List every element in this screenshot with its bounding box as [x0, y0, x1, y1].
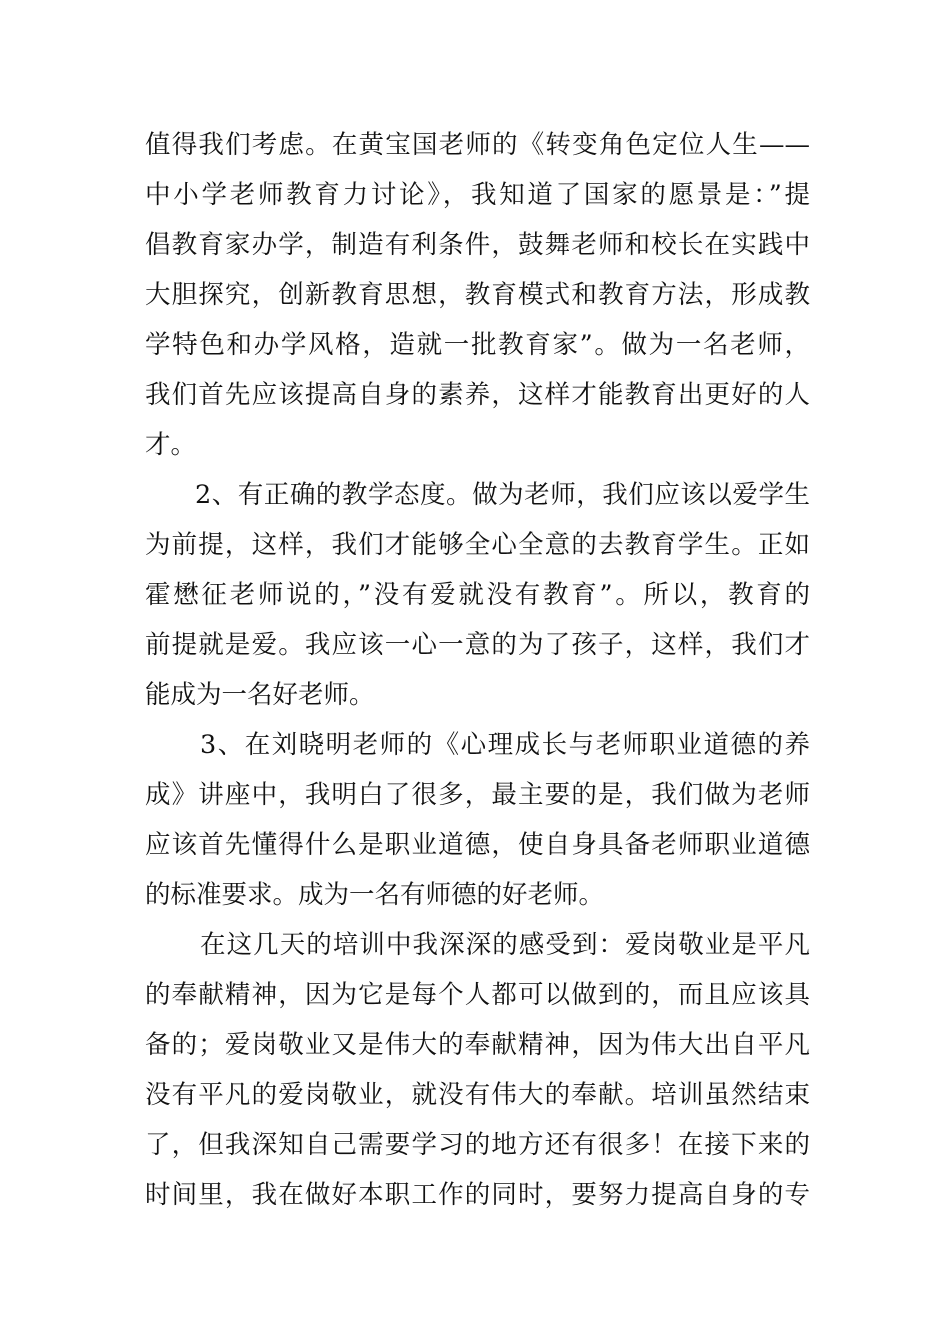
text-line: 前提就是爱。我应该一心一意的为了孩子，这样，我们才	[145, 630, 810, 660]
document-body	[145, 120, 810, 1220]
text-line: 2、有正确的教学态度。做为老师，我们应该以爱学生	[195, 480, 810, 510]
paragraph-1	[145, 120, 810, 470]
paragraph-3	[145, 720, 810, 920]
text-line: 我们首先应该提高自身的素养，这样才能教育出更好的人	[145, 380, 810, 410]
text-line: 3、在刘晓明老师的《心理成长与老师职业道德的养	[200, 730, 810, 760]
text-line: 备的；爱岗敬业又是伟大的奉献精神，因为伟大出自平凡	[145, 1030, 810, 1060]
text-line: 成》讲座中，我明白了很多，最主要的是，我们做为老师	[145, 780, 810, 810]
text-line: 的标准要求。成为一名有师德的好老师。	[145, 880, 605, 910]
text-line: 在这几天的培训中我深深的感受到：爱岗敬业是平凡	[200, 930, 810, 960]
text-line: 才。	[145, 430, 197, 460]
paragraph-2	[145, 470, 810, 720]
text-line: 没有平凡的爱岗敬业，就没有伟大的奉献。培训虽然结束	[145, 1080, 810, 1110]
text-line: 学特色和办学风格，造就一批教育家”。做为一名老师，	[145, 330, 810, 360]
text-line: 的奉献精神，因为它是每个人都可以做到的，而且应该具	[145, 980, 810, 1010]
text-line: 能成为一名好老师。	[145, 680, 375, 710]
text-line: 为前提，这样，我们才能够全心全意的去教育学生。正如	[145, 530, 810, 560]
paragraph-4	[145, 920, 810, 1220]
text-line: 值得我们考虑。在黄宝国老师的《转变角色定位人生——	[145, 130, 810, 160]
text-line: 中小学老师教育力讨论》，我知道了国家的愿景是：”提	[145, 180, 810, 210]
text-line: 应该首先懂得什么是职业道德，使自身具备老师职业道德	[145, 830, 810, 860]
text-line: 时间里，我在做好本职工作的同时，要努力提高自身的专	[145, 1180, 810, 1210]
text-line: 倡教育家办学，制造有利条件，鼓舞老师和校长在实践中	[145, 230, 810, 260]
text-line: 霍懋征老师说的，”没有爱就没有教育”。所以，教育的	[145, 580, 810, 610]
text-line: 了，但我深知自己需要学习的地方还有很多！在接下来的	[145, 1130, 810, 1160]
text-line: 大胆探究，创新教育思想，教育模式和教育方法，形成教	[145, 280, 810, 310]
